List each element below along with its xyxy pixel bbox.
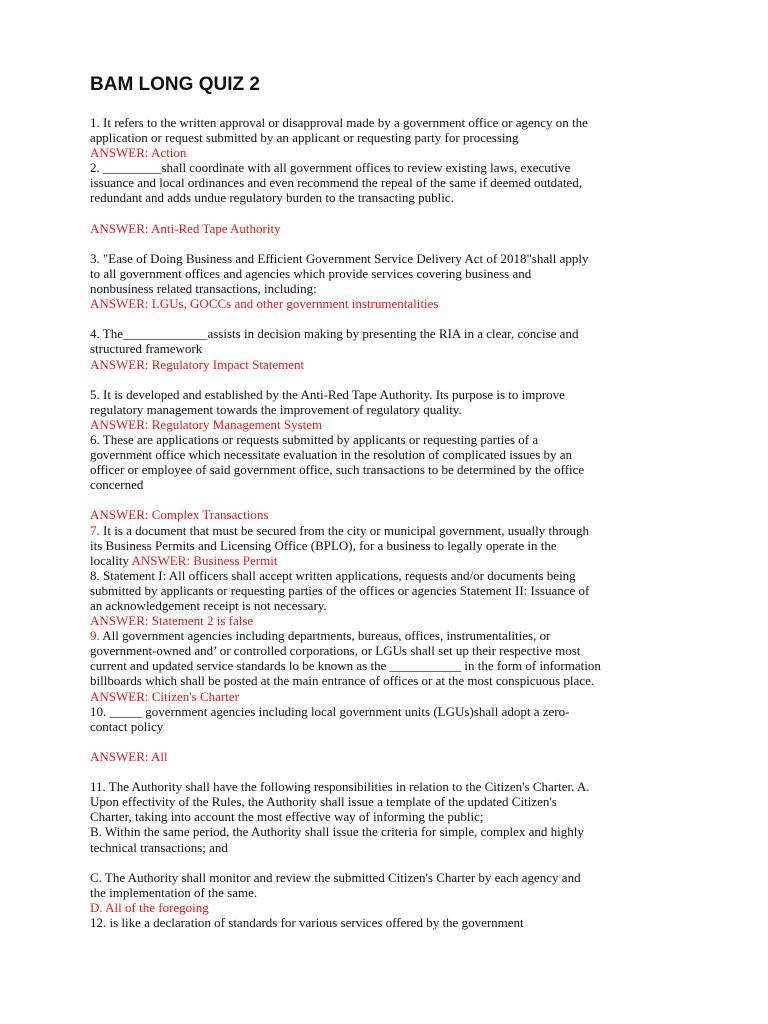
question-text-line bbox=[90, 523, 680, 538]
question-text-line: 3. "Ease of Doing Business and Efficient Government Service Delivery Act of 2018"shall apply bbox=[90, 250, 589, 266]
question-text: It is a document that must be secured from the city or municipal government, usually through bbox=[99, 522, 589, 538]
question-text-line: regulatory management towards the improvement of regulatory quality. bbox=[90, 401, 462, 417]
question-text-line: technical transactions; and bbox=[90, 839, 228, 855]
question-text-line: billboards which shall be posted at the main entrance of offices or at the most conspicuous place. bbox=[90, 673, 595, 689]
question-text-line bbox=[90, 553, 680, 568]
answer-line: D. All of the foregoing bbox=[90, 899, 209, 915]
blank-line bbox=[90, 206, 680, 221]
question-text-line: government-owned and’ or controlled corporations, or LGUs shall set up their respective most bbox=[90, 643, 581, 659]
question-text-line: government office which necessitate evaluation in the resolution of complicated issues by an bbox=[90, 447, 573, 463]
blank-line bbox=[90, 311, 680, 326]
answer-line: ANSWER: Regulatory Impact Statement bbox=[90, 356, 305, 372]
blank-line bbox=[90, 236, 680, 251]
question-text-line: 8. Statement I: All officers shall accept written applications, requests and/or documents being bbox=[90, 567, 576, 583]
document-title: BAM LONG QUIZ 2 bbox=[90, 74, 260, 95]
question-text-line: the implementation of the same. bbox=[90, 884, 258, 900]
question-text: All government agencies including departments, bureaus, offices, instrumentalities, or bbox=[99, 628, 551, 644]
question-text-line: an acknowledgement receipt is not necessary. bbox=[90, 598, 327, 613]
question-text-line: Charter, taking into account the most effective way of informing the public; bbox=[90, 809, 484, 825]
document-page bbox=[90, 74, 680, 930]
blank-line bbox=[90, 764, 680, 779]
question-text-line: 1. It refers to the written approval or disapproval made by a government office or agency on the bbox=[90, 115, 588, 130]
question-text-line: issuance and local ordinances and even recommend the repeal of the same if deemed outdated, bbox=[90, 175, 582, 191]
question-text-line: B. Within the same period, the Authority shall issue the criteria for simple, complex and highly bbox=[90, 824, 584, 840]
question-text-line: C. The Authority shall monitor and review the submitted Citizen's Charter by each agency and bbox=[90, 869, 581, 885]
answer-line: ANSWER: Regulatory Management System bbox=[90, 416, 323, 432]
question-text-line: application or request submitted by an applicant or requesting party for processing bbox=[90, 130, 519, 146]
question-text-line: 10. _____ government agencies including local government units (LGUs)shall adopt a zero- bbox=[90, 703, 570, 719]
document-body bbox=[90, 115, 680, 930]
blank-line bbox=[90, 372, 680, 387]
blank-line bbox=[90, 734, 680, 749]
question-text-line: nonbusiness related transactions, including: bbox=[90, 281, 317, 297]
answer-line: ANSWER: Complex Transactions bbox=[90, 507, 269, 523]
question-text-line: 6. These are applications or requests submitted by applicants or requesting parties of a bbox=[90, 431, 539, 447]
blank-line bbox=[90, 855, 680, 870]
question-text-line: Upon effectivity of the Rules, the Authority shall issue a template of the updated Citizen's bbox=[90, 794, 557, 810]
answer-line: ANSWER: Citizen's Charter bbox=[90, 688, 239, 704]
question-text-line: officer or employee of said government office, such transactions to be determined by the office bbox=[90, 462, 585, 478]
question-text-line: contact policy bbox=[90, 718, 164, 734]
question-text-line: 4. The_____________assists in decision making by presenting the RIA in a clear, concise and bbox=[90, 326, 579, 342]
question-text-line: 2. _________shall coordinate with all government offices to review existing laws, executive bbox=[90, 160, 571, 176]
question-text-line: submitted by applicants or requesting parties of the offices or agencies Statement II: Issuance of bbox=[90, 582, 590, 598]
question-number: 9. bbox=[90, 628, 100, 644]
question-text-line: redundant and adds undue regulatory burden to the transacting public. bbox=[90, 190, 454, 206]
question-text-line: structured framework bbox=[90, 341, 203, 357]
question-text-line: 11. The Authority shall have the following responsibilities in relation to the Citizen's Charter. A. bbox=[90, 779, 590, 795]
blank-line bbox=[90, 492, 680, 507]
question-text-line: to all government offices and agencies which provide services covering business and bbox=[90, 265, 532, 281]
question-text-line: current and updated service standards lo be known as the ___________ in the form of information bbox=[90, 658, 601, 674]
question-text-line: 12. is like a declaration of standards for various services offered by the government bbox=[90, 914, 524, 930]
question-text: locality bbox=[90, 552, 132, 568]
answer-line: ANSWER: Action bbox=[90, 145, 187, 161]
question-text-line: its Business Permits and Licensing Office (BPLO), for a business to legally operate in the bbox=[90, 537, 557, 553]
question-number: 7. bbox=[90, 522, 100, 538]
answer-line: ANSWER: LGUs, GOCCs and other government instrumentalities bbox=[90, 296, 439, 312]
answer-line: ANSWER: All bbox=[90, 748, 168, 764]
answer-line: ANSWER: Statement 2 is false bbox=[90, 613, 254, 629]
question-text-line bbox=[90, 628, 680, 643]
answer-inline: ANSWER: Business Permit bbox=[131, 552, 278, 568]
question-text-line: concerned bbox=[90, 477, 144, 493]
answer-line: ANSWER: Anti-Red Tape Authority bbox=[90, 220, 281, 236]
question-text-line: 5. It is developed and established by the Anti-Red Tape Authority. Its purpose is to improve bbox=[90, 386, 565, 402]
